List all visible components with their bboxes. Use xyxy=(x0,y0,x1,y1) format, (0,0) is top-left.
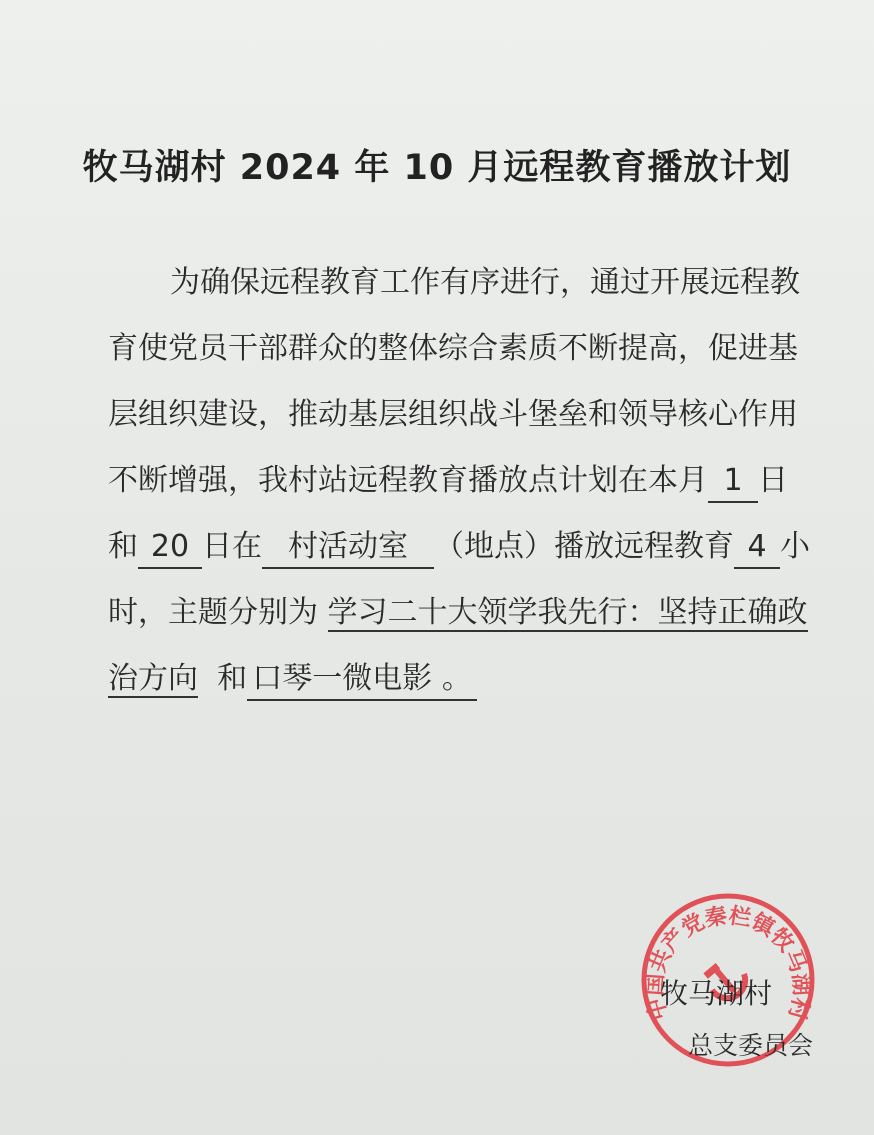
text-segment: 和 xyxy=(217,661,248,696)
paragraph-line-4 xyxy=(108,448,808,514)
filled-location: 村活动室 xyxy=(262,527,434,569)
text-segment: 日 xyxy=(758,463,788,498)
seal-text: 中国共产党秦栏镇牧马湖村 xyxy=(642,903,814,1023)
paragraph-line-1 xyxy=(108,250,808,316)
paragraph-line-7 xyxy=(108,646,808,712)
paragraph-line-5 xyxy=(108,514,808,580)
filled-topic-1: 学习二十大领学我先行：坚持正确政 xyxy=(327,595,808,630)
filled-topic-2 xyxy=(247,659,477,701)
document-title: 牧马湖村 2024 年 10 月远程教育播放计划 xyxy=(82,148,792,188)
text-segment: 育使党员干部群众的整体综合素质不断提高，促进基 xyxy=(108,331,798,366)
topic-2-text: 口琴一微电影 xyxy=(252,661,433,696)
text-segment: 小 xyxy=(780,529,810,564)
text-segment: 不断增强，我村站远程教育播放点计划在本月 xyxy=(108,463,708,498)
text-segment: 和 xyxy=(108,529,138,564)
signature-village: 牧马湖村 xyxy=(660,977,773,1010)
filled-topic-1-cont: 治方向 xyxy=(108,661,198,696)
period: 。 xyxy=(441,661,472,696)
signature-block xyxy=(660,972,813,1076)
text-segment: 时，主题分别为 xyxy=(108,595,318,630)
text-segment: 层组织建设，推动基层组织战斗堡垒和领导核心作用 xyxy=(108,397,798,432)
text-segment: （地点）播放远程教育 xyxy=(434,529,734,564)
body-paragraph xyxy=(108,250,808,712)
filled-hours: 4 xyxy=(734,527,780,569)
text-segment: 日在 xyxy=(202,529,262,564)
text-segment: 为确保远程教育工作有序进行，通过开展远程教 xyxy=(170,265,800,300)
paragraph-line-3 xyxy=(108,382,808,448)
paragraph-line-2 xyxy=(108,316,808,382)
paragraph-line-6 xyxy=(108,580,808,646)
filled-day-1: 1 xyxy=(708,461,758,503)
signature-committee: 总支委员会 xyxy=(688,1031,814,1060)
filled-day-20: 20 xyxy=(138,527,202,569)
